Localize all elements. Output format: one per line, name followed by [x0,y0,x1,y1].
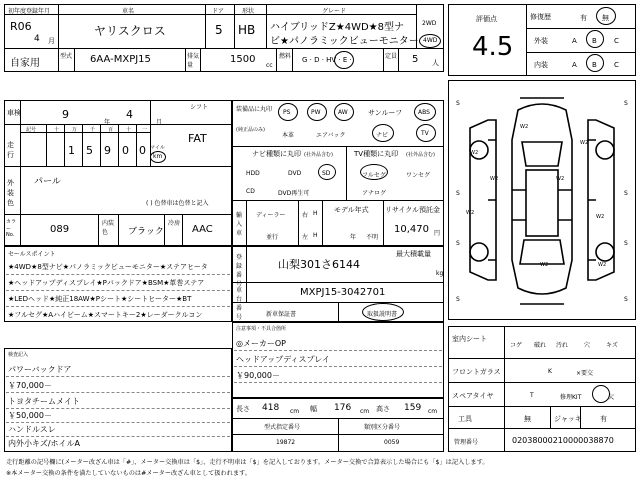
selling-point-line-3: ★LEDヘッド★純正18AW★Pシート★シートヒーター★BT [8,295,192,303]
seat-item-2: 破れ [534,342,547,349]
recycle-unit: 円 [434,230,441,237]
mileage-label: 走行 [7,141,14,159]
side-mark-5: S [456,240,460,247]
jack-label: ジャッキ [554,415,582,423]
mileage-digit-4: 0 [122,144,129,157]
max-load-label: 最大積載量 [396,250,431,258]
notes-title: 注意事項・不具合箇所 [236,326,287,332]
plate-value: 山梨301さ6144 [278,258,360,271]
mileage-digit-2: 5 [86,144,93,157]
mileage-header-1: 十 [54,127,60,133]
height-unit: cm [428,408,438,415]
interior-label: 内装 [534,61,548,69]
grade-line2: ビ★パノラミックビューモニター [270,36,419,47]
selling-points-title: セールスポイント [8,251,56,258]
tv-oneseg: ワンセグ [406,172,431,179]
side-mark-3: S [456,190,460,197]
inspector-line-6: 内外小キズ/ホイルA [8,439,81,448]
grade-label: グレード [322,8,347,15]
car-name-value: ヤリスクロス [94,24,166,38]
fuel-label: 燃料 [279,53,292,60]
model-year-label: モデル年式 [334,206,369,214]
inspection-year: 9 [62,108,69,121]
nav-dvd: DVD [288,170,302,177]
seat-item-5: キズ [606,342,618,349]
capacity-unit: 人 [432,59,439,67]
designation-value: 19872 [276,439,296,446]
length-value: 418 [262,403,280,413]
door-label: ドア [212,8,224,15]
inspector-line-3: トヨタチームメイト [8,397,80,406]
diagram-label-9: W2 [596,214,605,220]
inspector-line-1: パワーバックドア [8,365,72,374]
glass-item-2: ×要交 [576,370,594,377]
tv-fullseg: フルセグ [362,172,386,179]
width-unit: cm [360,408,370,415]
inspector-line-2: ￥70,000－ [8,381,52,390]
first-reg-label: 初年度登録年月 [8,8,51,15]
selling-point-line-2: ★ヘッドアップディスプレイ★Pバックドア★BSM★革巻ステア [8,279,205,287]
side-mark-4: S [624,190,628,197]
diagram-label-2: W2 [580,140,589,146]
grade-line1: ハイブリッドZ★4WD★8型ナ [270,22,404,33]
seat-item-1: コゲ [510,342,523,349]
diagram-label-5: W2 [556,176,565,182]
color-code-value: 089 [50,224,70,235]
drive-label: 2WD [422,20,437,27]
score-value: 4.5 [472,32,514,62]
selling-point-line-4: ★フルセグ★Aハイビーム★スマートキー2★レーダークルコン [8,311,203,319]
nav-hdd: HDD [246,170,260,177]
inspection-month-unit: 月 [156,119,163,126]
displacement-unit: cc [266,62,273,69]
side-mark-6: S [624,240,628,247]
equipment-label: 装備品に丸印 [236,106,273,113]
seat-item-4: 穴 [584,342,591,349]
spare-label: スペアタイヤ [452,392,494,400]
side-mark-2: S [624,100,628,107]
import-dealer: ディーラー [256,212,286,219]
max-load-unit: kg [436,270,444,277]
displacement-label: 排気量 [187,53,200,69]
diagram-label-6: W2 [466,210,475,216]
width-value: 176 [334,403,352,413]
capacity-label: 定員 [385,53,398,60]
first-reg-month-unit: 月 [48,37,55,45]
model-label: 型式 [60,53,73,60]
mileage-header-4: 百 [108,127,114,133]
color-value: パール [34,177,61,187]
import-left: 左 [302,234,309,241]
fuel-selected-circle [334,51,354,69]
diagram-label-3: W2 [470,150,479,156]
interior-color-value: ブラック [128,227,164,237]
exterior-label: 外装 [534,37,548,45]
car-name-label: 車名 [122,8,135,15]
notes-line-1: ◎メーカーOP [236,339,286,348]
eq-ps: PS [283,109,291,116]
spare-item-2: 修理KIT [560,394,582,401]
mileage-header-5: 十 [126,127,132,133]
diagram-label-1: W2 [520,124,529,130]
seat-item-3: 汚れ [556,342,569,349]
inspection-label: 車検 [7,109,21,117]
jack-value: 有 [600,415,607,423]
glass-item-1: K [548,368,552,375]
diagram-label-4: W2 [490,176,499,182]
side-mark-8: S [624,296,628,303]
mileage-digit-1: 1 [68,144,75,157]
length-unit: cm [290,408,300,415]
capacity-value: 5 [412,54,419,65]
nav-sd: SD [322,170,331,177]
tv-type-sub: (社外品含む) [406,152,435,158]
model-year-value: 年 [350,234,357,241]
eq-pw: PW [311,109,321,116]
category-value: 0059 [384,439,400,446]
eq-aw: AW [338,109,348,116]
inspection-month: 4 [126,108,133,121]
nav-type-sub: (社外品含む) [304,152,333,158]
inspection-year-unit: 年 [104,119,111,126]
eq-leather: 本革 [282,132,295,139]
designation-label: 型式指定番号 [264,424,301,431]
chassis-label: 車台番号 [236,287,243,321]
shift-value: FAT [188,132,207,145]
footer-line-2: ※本メーター交換の条件を満たしていないものは#メーター改ざん車として扱われます。 [6,470,251,477]
repair-option-yes: 有 [580,14,587,22]
usage-value: 自家用 [10,58,40,69]
interior-opt-c: C [614,61,619,69]
mileage-header-0: 記号 [26,127,37,133]
inspector-line-5: ハンドルスレ [8,425,56,434]
diagram-label-7: W2 [540,262,549,268]
glass-label: フロントガラス [452,368,501,376]
tv-analog: アナログ [362,190,387,197]
color-note: ( ) 色替車は色替と記入 [146,200,209,207]
footer-line-1: 走行距離の記号欄に(メーター改ざん車は「#」、メーター交換車は「$」、走行不明車は「$」を記入しております。メーター交換で合算表示した場合にも「$」は記入します。 [6,459,489,466]
model-year-unknown: 不明 [366,234,379,241]
body-value: HB [238,23,256,37]
eq-abs: ABS [418,109,430,116]
side-mark-7: S [456,296,460,303]
repair-option-no: 無 [602,14,609,22]
color-code-label: カラー No. [6,219,17,238]
eq-tv: TV [421,130,429,137]
ac-label: 冷房 [168,220,181,227]
model-value: 6AA-MXPJ15 [90,54,151,65]
import-left-h: H [313,232,318,239]
body-label: 形状 [242,8,255,15]
mileage-digit-3: 9 [104,144,111,157]
ac-value: AAC [192,224,213,235]
drive-value: 4WD [423,37,438,44]
nav-cd: CD [246,188,255,195]
displacement-value: 1500 [230,54,256,65]
inspector-title: 検査記入 [8,352,29,358]
mileage-digit-5: 0 [139,144,146,157]
mileage-unit-km: km [153,153,163,160]
import-right: 右 [302,212,309,219]
door-value: 5 [215,23,223,37]
score-label: 評価点 [476,15,497,23]
tool-value: 無 [524,415,531,423]
color-label: 外装色 [7,179,14,207]
plate-label: 登録番号 [236,254,243,288]
fuel-options: G · D · HV · E · [302,56,352,64]
notes-line-2: ヘッドアップディスプレイ [236,355,330,364]
height-value: 159 [404,403,422,413]
side-mark-1: S [456,100,460,107]
interior-opt-b: B [592,61,597,69]
mileage-header-6: 一 [142,127,148,133]
mileage-unit-mile: マイル [150,145,165,151]
nav-type-title: ナビ種類に丸印 [252,150,301,158]
category-label: 類別区分番号 [364,424,401,431]
shift-label: シフト [190,104,209,111]
seat-label: 室内シート [452,335,487,343]
import-right-h: H [313,210,318,217]
selling-point-line-1: ★4WD★8型ナビ★パノラミックビューモニター★ステアヒータ [8,263,208,271]
spare-item-1: T [530,392,534,399]
new-car-warranty: 新車保証書 [266,311,297,318]
spare-item-3: 欠 [608,394,615,401]
interior-opt-a: A [572,61,577,69]
nav-dvd-play: DVD再生可 [278,190,310,197]
diagram-label-8: W2 [598,262,607,268]
exterior-opt-b: B [592,37,597,45]
mileage-header-2: 万 [72,127,78,133]
eq-navi: ナビ [376,132,389,139]
eq-sunroof: サンルーフ [368,109,403,117]
chassis-value: MXPJ15-3042701 [300,287,386,298]
width-label: 幅 [310,405,317,413]
manage-label: 管理番号 [454,439,479,446]
height-label: 高さ [376,405,390,413]
mileage-header-3: 千 [90,127,96,133]
manage-value: 02038000210000038870 [512,436,614,445]
tv-type-title: TV種類に丸印 [354,150,399,158]
manual: 取扱説明書 [367,311,398,318]
eq-airbag: エアバック [316,132,346,139]
first-reg-month: 4 [34,34,40,44]
interior-color-label: 内装色 [102,220,115,236]
recycle-value: 10,470 [394,224,429,235]
import-label: 輸入車 [236,212,243,237]
exterior-opt-c: C [614,37,619,45]
length-label: 長さ [236,405,250,413]
car-diagram [448,80,636,320]
first-reg-value: R06 [10,20,32,33]
equipment-sublabel: (純正品のみ) [236,127,265,133]
tool-label: 工具 [458,415,472,423]
recycle-label: リサイクル預託金 [385,206,441,214]
notes-line-3: ￥90,000－ [236,371,280,380]
repair-label: 修復歴 [530,13,551,21]
import-parallel: 並行 [266,234,279,241]
inspector-line-4: ￥50,000－ [8,411,52,420]
exterior-opt-a: A [572,37,577,45]
